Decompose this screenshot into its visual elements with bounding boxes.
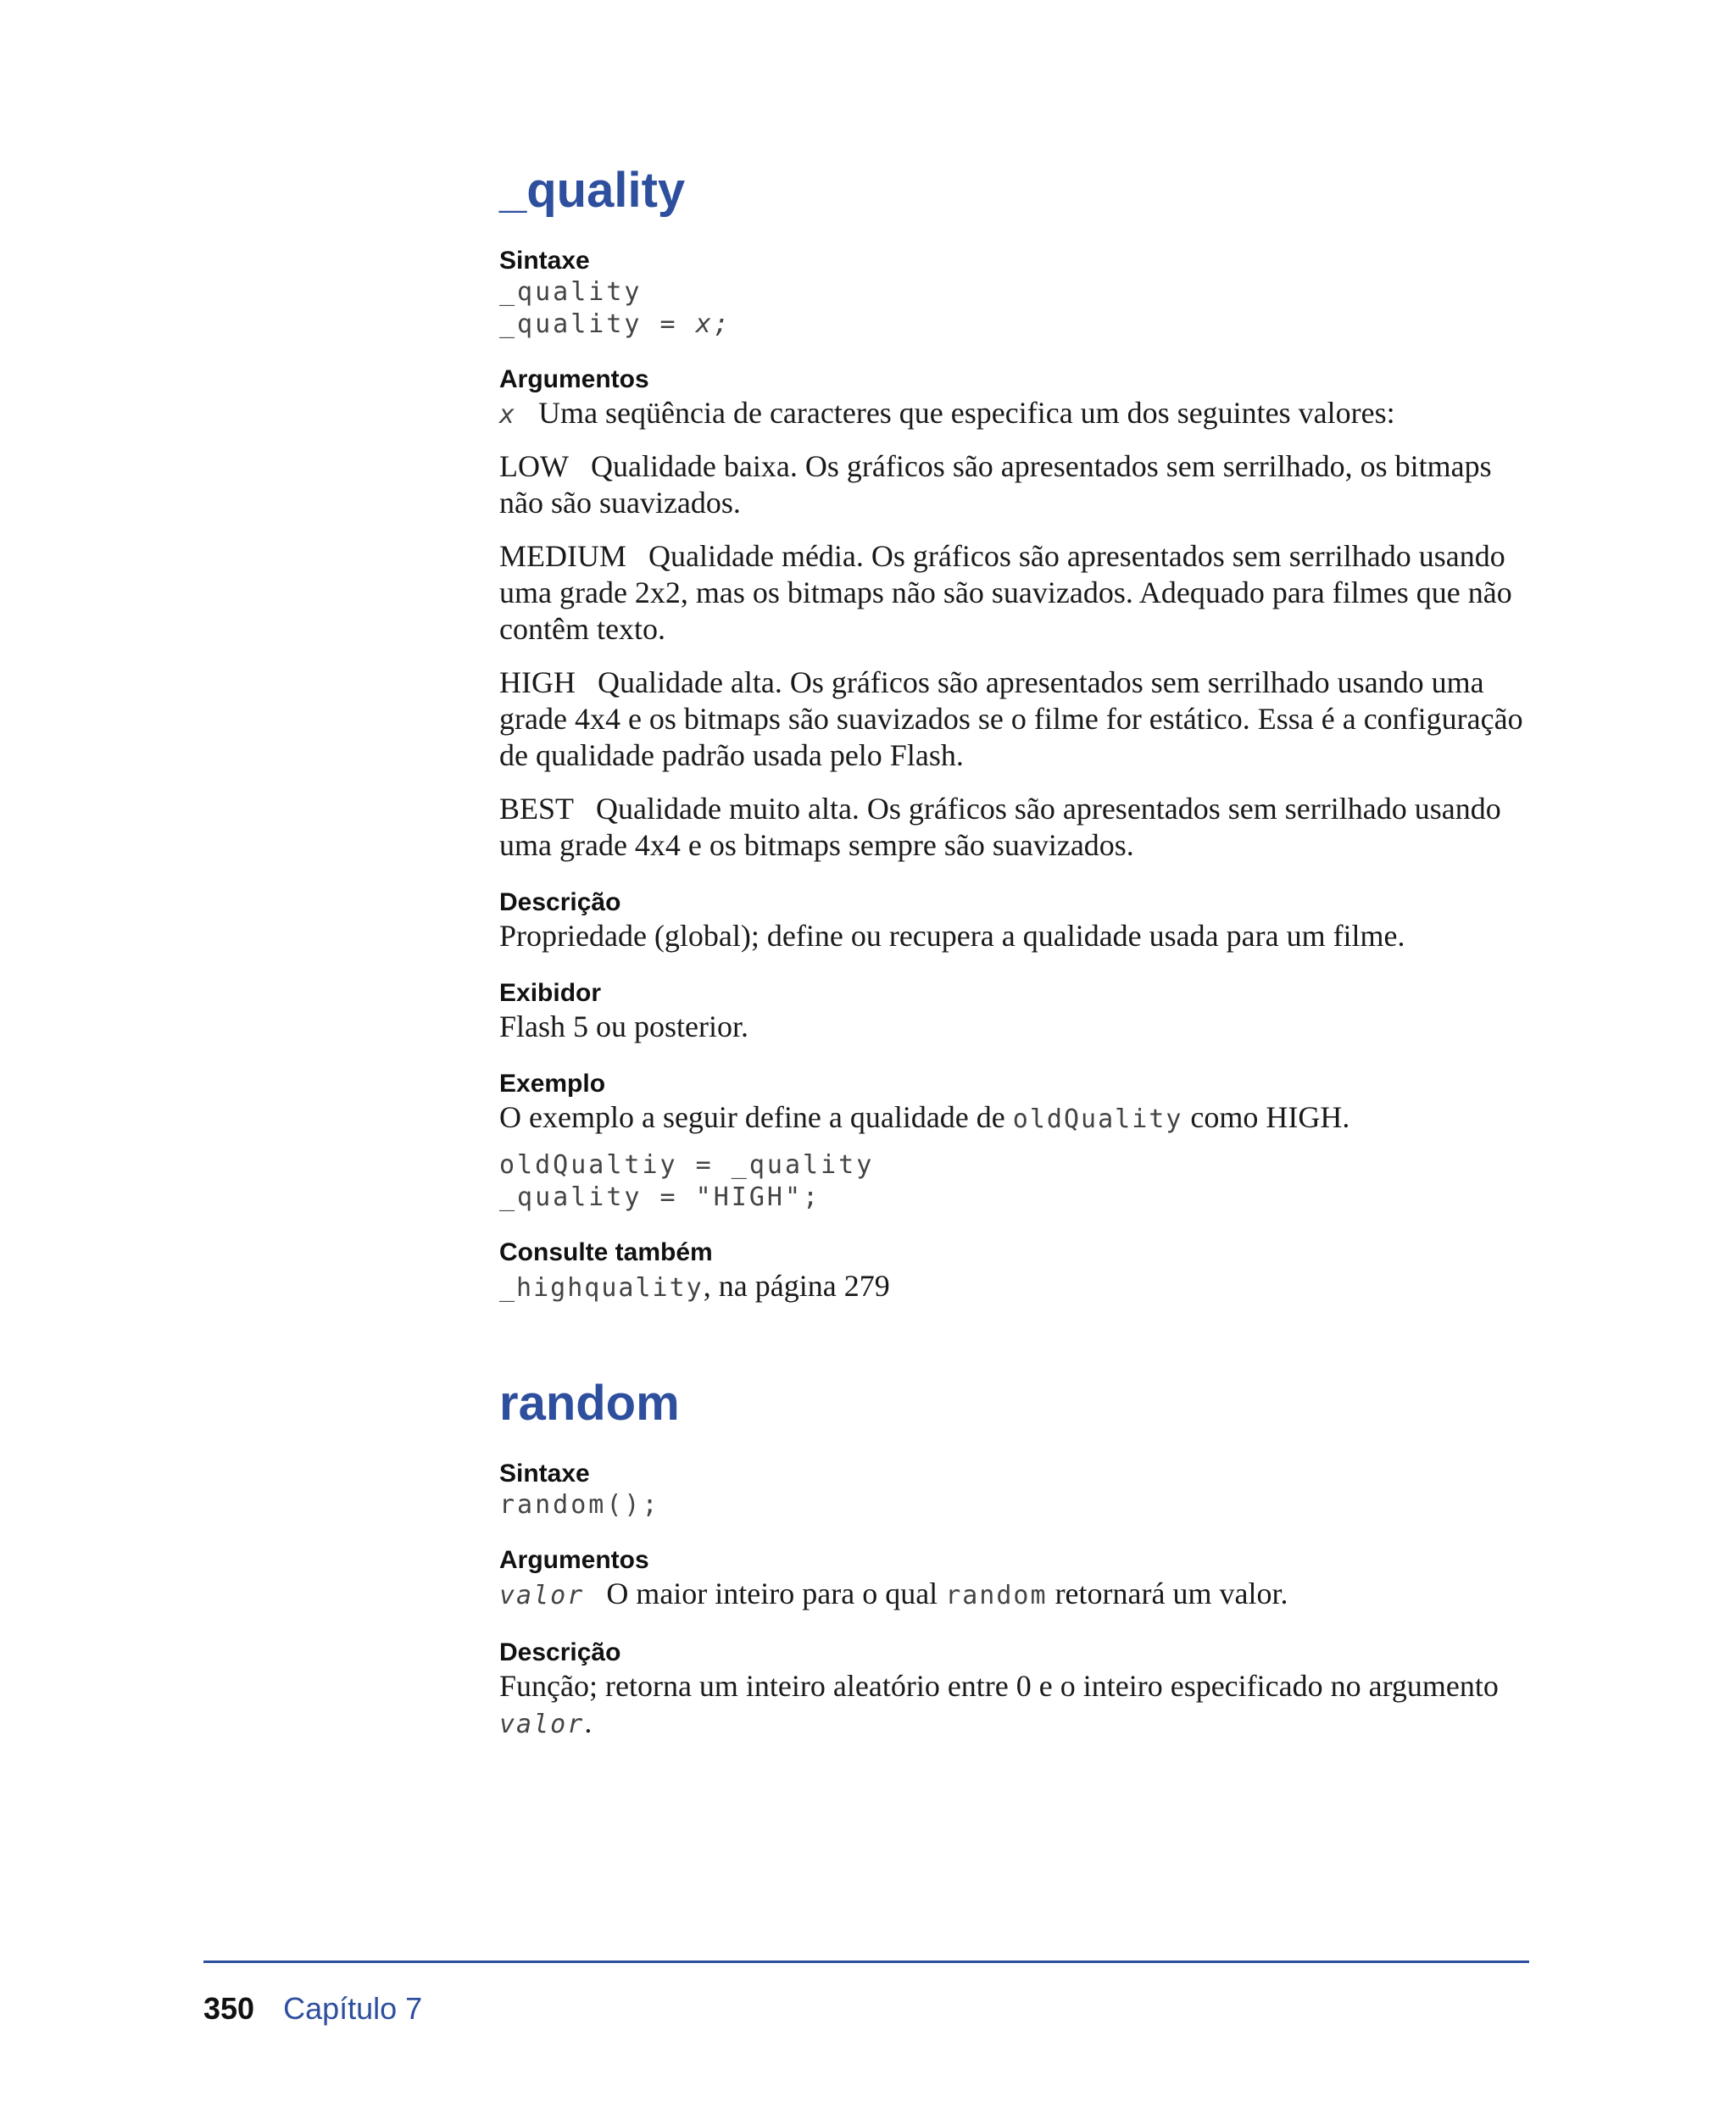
section-title-random: random <box>499 1376 680 1431</box>
seealso-code: _highquality <box>499 1273 704 1303</box>
random-description-block <box>499 1638 1533 1743</box>
value-item-best <box>499 791 1533 864</box>
argument-name: valor <box>499 1581 585 1610</box>
arguments-heading: Argumentos <box>499 365 649 393</box>
value-term: LOW <box>499 449 569 483</box>
syntax-block <box>499 246 1533 341</box>
value-item-medium <box>499 538 1533 648</box>
example-inline-code: oldQuality <box>1012 1104 1183 1134</box>
description-text: Propriedade (global); define ou recupera a qualidade usada para um filme. <box>499 919 1405 953</box>
argument-desc: Uma seqüência de caracteres que especifica um dos seguintes valores: <box>538 396 1395 430</box>
description-heading: Descrição <box>499 1638 621 1666</box>
value-desc: Qualidade muito alta. Os gráficos são apresentados sem serrilhado usando uma grade 4x4 e os bitmaps sempre são suavizados. <box>499 792 1501 862</box>
example-block <box>499 1069 1533 1214</box>
random-syntax-block <box>499 1459 1533 1521</box>
random-arguments-block <box>499 1545 1533 1614</box>
syntax-code-prefix: _quality = <box>499 309 696 339</box>
description-heading: Descrição <box>499 888 621 916</box>
argument-desc-after: retornará um valor. <box>1047 1577 1288 1610</box>
description-text-before: Função; retorna um inteiro aleatório entre 0 e o inteiro especificado no argumento <box>499 1669 1499 1703</box>
page-footer <box>203 1992 422 2026</box>
value-term: HIGH <box>499 665 576 699</box>
player-heading: Exibidor <box>499 979 602 1007</box>
value-desc: Qualidade baixa. Os gráficos são apresentados sem serrilhado, os bitmaps não são suavizados. <box>499 449 1492 520</box>
example-text-before: O exemplo a seguir define a qualidade de <box>499 1100 1013 1134</box>
value-term: BEST <box>499 792 575 826</box>
chapter-label: Capítulo 7 <box>283 1991 423 2026</box>
page-number: 350 <box>203 1991 255 2026</box>
argument-valor <box>499 1576 1533 1614</box>
argument-inline-code: random <box>945 1581 1048 1610</box>
player-block <box>499 978 1533 1045</box>
description-text-after: . <box>584 1705 593 1739</box>
page-content <box>499 161 1533 1766</box>
syntax-heading: Sintaxe <box>499 247 590 275</box>
syntax-code-var: x; <box>695 309 732 339</box>
value-paragraph <box>499 448 1533 521</box>
seealso-text <box>499 1268 1533 1306</box>
syntax-heading: Sintaxe <box>499 1460 590 1488</box>
arguments-block <box>499 364 1533 433</box>
section-title-quality: _quality <box>499 163 686 218</box>
syntax-code-line: random(); <box>499 1490 660 1520</box>
description-text <box>499 1668 1533 1743</box>
value-term: MEDIUM <box>499 539 626 573</box>
player-text: Flash 5 ou posterior. <box>499 1009 748 1043</box>
value-desc: Qualidade média. Os gráficos são apresentados sem serrilhado usando uma grade 2x2, mas os bitmaps não são suavizados. Adequado para filmes que não contêm texto. <box>499 539 1512 646</box>
seealso-page-ref: , na página 279 <box>703 1269 890 1303</box>
example-code-line: oldQualtiy = _quality <box>499 1150 875 1180</box>
seealso-heading: Consulte também <box>499 1238 713 1266</box>
value-item-low <box>499 448 1533 521</box>
argument-desc-before: O maior inteiro para o qual <box>606 1577 946 1610</box>
seealso-block <box>499 1237 1533 1306</box>
description-block <box>499 887 1533 954</box>
value-paragraph <box>499 665 1533 774</box>
syntax-code-line <box>499 309 1533 341</box>
value-desc: Qualidade alta. Os gráficos são apresentados sem serrilhado usando uma grade 4x4 e os bitmaps são suavizados se o filme for estático. Essa é a configuração de qualidade padrão usada pelo Flash. <box>499 665 1523 772</box>
footer-divider <box>203 1960 1529 1963</box>
value-paragraph <box>499 538 1533 648</box>
description-inline-code: valor <box>499 1710 585 1739</box>
example-text-after: como HIGH. <box>1182 1100 1350 1134</box>
example-code-line: _quality = "HIGH"; <box>499 1182 821 1212</box>
argument-x <box>499 395 1533 433</box>
example-heading: Exemplo <box>499 1070 606 1098</box>
arguments-heading: Argumentos <box>499 1546 649 1574</box>
value-item-high <box>499 665 1533 774</box>
syntax-code-line: _quality <box>499 277 643 307</box>
value-paragraph <box>499 791 1533 864</box>
example-text <box>499 1099 1533 1137</box>
argument-name: x <box>499 400 517 430</box>
